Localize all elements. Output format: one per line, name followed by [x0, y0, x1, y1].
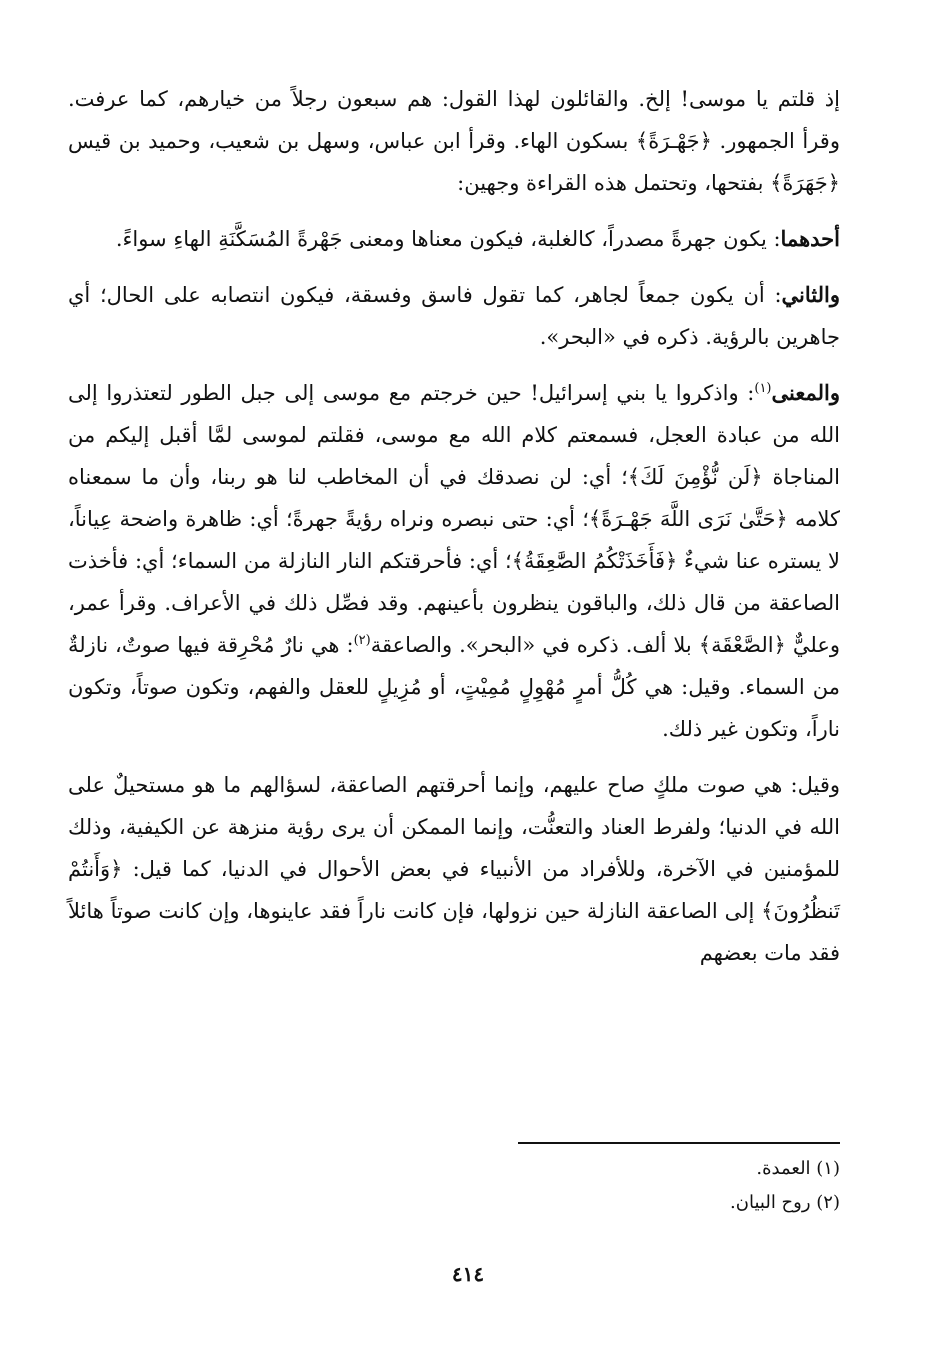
- paragraph-lead: والمعنى: [771, 380, 840, 405]
- paragraph-text: : واذكروا يا بني إسرائيل! حين خرجتم مع موسى إلى جبل الطور لتعتذروا إلى الله من عبادة العجل، فسمعتم كلام الله مع موسى، فقلتم لموسى لمَّا أقبل إليكم من المناجاة ﴿لَن نُّؤْمِنَ لَكَ﴾؛ أي: لن نصدقك في أن المخاطب لنا هو ربنا، وأن ما سمعناه كلامه ﴿حَتَّىٰ نَرَى اللَّهَ جَهْـرَةً﴾؛ أي: حتى نبصره ونراه رؤيةً جهرةً؛ أي: ظاهرة واضحة عِياناً، لا يستره عنا شيءٌ ﴿فَأَخَذَتْكُمُ الصَّٰعِقَةُ﴾؛ أي: فأحرقتكم النار النازلة من السماء؛ أي: فأخذت الصاعقة من قال ذلك، والباقون ينظرون بأعينهم. وقد فصِّل ذلك في الأعراف. وقرأ عمر، وعليٌّ ﴿الصَّعْقَة﴾ بلا ألف. ذكره في «البحر». والصاعقة: [68, 381, 841, 657]
- paragraph-text: : يكون جهرةً مصدراً، كالغلبة، فيكون معناها ومعنى جَهْرةً المُسَكَّنَةِ الهاءِ سواءً.: [115, 227, 781, 251]
- footnote-divider: [518, 1142, 840, 1144]
- main-text: [68, 78, 840, 988]
- paragraph-text: وقيل: هي صوت ملكٍ صاح عليهم، وإنما أحرقتهم الصاعقة، لسؤالهم ما هو مستحيلٌ على الله في الدنيا؛ ولفرط العناد والتعنُّت، وإنما الممكن أن يرى رؤية منزهة عن الكيفية، وذلك للمؤمنين في الآخرة، وللأفراد من الأنبياء في بعض الأحوال في الدنيا، كما قيل: ﴿وَأَنتُمْ تَنظُرُونَ﴾ إلى الصاعقة النازلة حين نزولها، فإن كانت ناراً فقد عاينوها، وإن كانت صوتاً هائلاً فقد مات بعضهم: [68, 773, 840, 965]
- paragraph-text: : أن يكون جمعاً لجاهر، كما تقول فاسق وفسقة، فيكون انتصابه على الحال؛ أي جاهرين بالرؤية. ذكره في «البحر».: [68, 283, 840, 349]
- paragraph-2: [68, 218, 840, 260]
- paragraph-text-continued: : هي نارٌ مُحْرِقة فيها صوتٌ، نازلةٌ من السماء. وقيل: هي كُلُّ أمرٍ مُهْوِلٍ مُمِيْتٍ، أو مُزِيلٍ للعقل والفهم، وتكون صوتاً، وتكون ناراً، وتكون غير ذلك.: [68, 633, 840, 741]
- footnote-2: (٢) روح البيان.: [730, 1192, 840, 1213]
- paragraph-5: [68, 764, 840, 974]
- paragraph-3: [68, 274, 840, 358]
- paragraph-1: [68, 78, 840, 204]
- footnotes: [68, 1152, 840, 1220]
- page-number: ٤١٤: [451, 1262, 485, 1286]
- paragraph-lead: والثاني: [781, 282, 840, 307]
- footnote-ref-2: (٢): [353, 633, 371, 648]
- footnote-ref-1: (١): [754, 381, 772, 396]
- footnote-1: (١) العمدة.: [756, 1158, 840, 1179]
- paragraph-4: [68, 372, 840, 750]
- paragraph-lead: أحدهما: [780, 226, 840, 251]
- paragraph-text: إذ قلتم يا موسى! إلخ. والقائلون لهذا القول: هم سبعون رجلاً من خيارهم، كما عرفت. وقرأ الجمهور. ﴿جَهْـرَةً﴾ بسكون الهاء. وقرأ ابن عباس، وسهل بن شعيب، وحميد بن قيس ﴿جَهَرَةً﴾ بفتحها، وتحتمل هذه القراءة وجهين:: [68, 87, 840, 195]
